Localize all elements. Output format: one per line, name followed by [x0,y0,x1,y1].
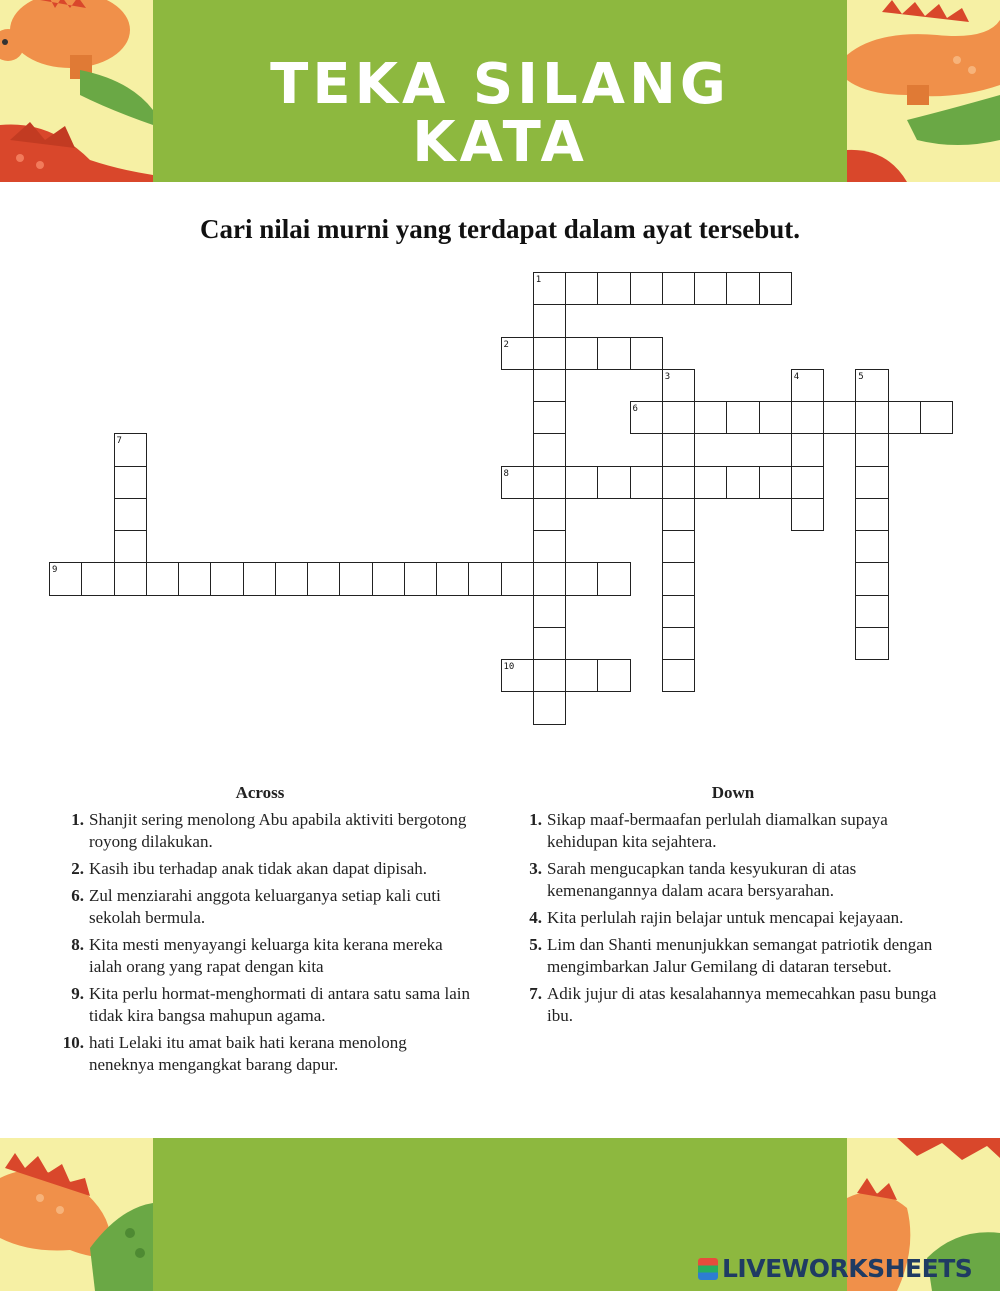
crossword-cell[interactable] [823,401,856,434]
crossword-cell[interactable] [307,562,340,595]
dinosaur-decoration-top-right [847,0,1000,182]
clue-item: 1. Shanjit sering menolong Abu apabila aktiviti bergotong royong dilakukan. [71,810,467,851]
crossword-cell[interactable] [759,272,792,305]
crossword-cell[interactable] [662,562,695,595]
crossword-cell[interactable] [662,401,695,434]
crossword-cell[interactable] [630,466,663,499]
crossword-cell[interactable] [597,272,630,305]
crossword-cell[interactable] [855,595,888,628]
crossword-cell[interactable] [662,627,695,660]
instruction-text: Cari nilai murni yang terdapat dalam ayat tersebut. [200,214,800,244]
crossword-cell[interactable] [855,401,888,434]
crossword-cell[interactable] [533,595,566,628]
clue-number-label: 6 [632,404,638,414]
crossword-cell[interactable] [759,401,792,434]
crossword-cell[interactable] [726,272,759,305]
crossword-cell[interactable] [726,466,759,499]
crossword-cell[interactable] [533,369,566,402]
across-clues [50,783,470,1081]
crossword-cell[interactable] [662,530,695,563]
crossword-cell[interactable] [791,433,824,466]
clue-item: 4. Kita perlulah rajin belajar untuk mencapai kejayaan. [529,908,904,927]
crossword-cell[interactable] [533,466,566,499]
crossword-cell[interactable] [565,659,598,692]
crossword-cell[interactable] [533,659,566,692]
crossword-cell[interactable] [694,466,727,499]
crossword-cell[interactable] [791,466,824,499]
crossword-cell[interactable] [243,562,276,595]
crossword-cell[interactable] [630,272,663,305]
crossword-cell[interactable] [533,562,566,595]
crossword-cell[interactable] [855,562,888,595]
crossword-cell[interactable] [694,272,727,305]
dinosaur-decoration-bottom-left [0,1138,153,1291]
down-clues [508,783,958,1032]
dinosaur-decoration-top-left [0,0,153,182]
crossword-cell[interactable] [920,401,953,434]
clue-number-label: 9 [52,565,58,576]
crossword-cell[interactable] [791,498,824,531]
clue-number-label: 4 [793,371,800,382]
crossword-cell[interactable] [888,401,921,434]
crossword-cell[interactable] [855,433,888,466]
crossword-cell[interactable] [533,498,566,531]
crossword-cell[interactable] [339,562,372,595]
clue-number-label: 1 [535,275,542,285]
crossword-cell[interactable] [662,272,695,305]
crossword-cell[interactable] [468,562,501,595]
crossword-cell[interactable] [662,659,695,692]
crossword-cell[interactable] [436,562,469,595]
clue-item: 7. Adik jujur di atas kesalahannya memecahkan pasu bunga ibu. [529,984,937,1025]
crossword-cell[interactable] [114,466,147,499]
crossword-cell[interactable] [855,498,888,531]
crossword-cell[interactable] [114,530,147,563]
crossword-cell[interactable] [533,337,566,370]
crossword-cell[interactable] [404,562,437,595]
crossword-cell[interactable] [565,562,598,595]
crossword-cell[interactable] [630,337,663,370]
clue-item: 5. Lim dan Shanti menunjukkan semangat patriotik dengan mengimbarkan Jalur Gemilang di dataran tersebut. [529,935,933,976]
crossword-cell[interactable] [533,433,566,466]
crossword-cell[interactable] [114,562,147,595]
liveworksheets-logo: LIVEWORKSHEETS [698,1254,972,1283]
crossword-cell[interactable] [533,627,566,660]
clue-item: 2. Kasih ibu terhadap anak tidak akan dapat dipisah. [71,859,427,878]
crossword-cell[interactable] [662,595,695,628]
clue-item: 9. Kita perlu hormat-menghormati di antara satu sama lain tidak kira bangsa mahupun agama. [71,984,470,1025]
crossword-cell[interactable] [759,466,792,499]
crossword-cell[interactable] [597,337,630,370]
clue-item: 10. hati Lelaki itu amat baik hati kerana menolong neneknya mengangkat barang dapur. [62,1033,407,1074]
clue-number-label: 7 [116,436,122,447]
clue-number-label: 10 [503,662,515,672]
clue-number-label: 2 [503,339,509,350]
crossword-cell[interactable] [501,562,534,595]
crossword-cell[interactable] [210,562,243,595]
crossword-cell[interactable] [791,401,824,434]
crossword-cell[interactable] [565,466,598,499]
crossword-cell[interactable] [694,401,727,434]
down-heading: Down [711,783,755,802]
crossword-cell[interactable] [533,304,566,337]
crossword-cell[interactable] [597,659,630,692]
clue-number-label: 8 [503,468,509,479]
crossword-cell[interactable] [565,337,598,370]
clue-number-label: 3 [664,371,671,382]
crossword-cell[interactable] [855,466,888,499]
crossword-cell[interactable] [533,401,566,434]
logo-icon [698,1258,718,1280]
clue-item: 8. Kita mesti menyayangi keluarga kita kerana mereka ialah orang yang rapat dengan kita [71,935,443,976]
clue-item: 1. Sikap maaf-bermaafan perlulah diamalkan supaya kehidupan kita sejahtera. [529,810,888,851]
crossword-cell[interactable] [372,562,405,595]
page-title: TEKA SILANG KATA [270,52,730,175]
header-band [0,0,1000,182]
crossword-cell[interactable] [533,530,566,563]
crossword-cell[interactable] [662,466,695,499]
across-heading: Across [235,783,285,802]
crossword-cell[interactable] [726,401,759,434]
crossword-cell[interactable] [662,498,695,531]
crossword-cell[interactable] [178,562,211,595]
crossword-cell[interactable] [597,562,630,595]
crossword-cell[interactable] [81,562,114,595]
clue-item: 3. Sarah mengucapkan tanda kesyukuran di atas kemenangannya dalam acara bersyarahan. [529,859,857,900]
crossword-cell[interactable] [565,272,598,305]
crossword-cell[interactable] [275,562,308,595]
clue-number-label: 5 [858,371,864,382]
crossword-cell[interactable] [855,530,888,563]
crossword-cell[interactable] [114,498,147,531]
crossword-cell[interactable] [533,691,566,724]
crossword-cell[interactable] [855,627,888,660]
crossword-cell[interactable] [662,433,695,466]
clue-item: 6. Zul menziarahi anggota keluarganya setiap kali cuti sekolah bermula. [71,886,441,927]
crossword-cell[interactable] [146,562,179,595]
crossword-cell[interactable] [597,466,630,499]
